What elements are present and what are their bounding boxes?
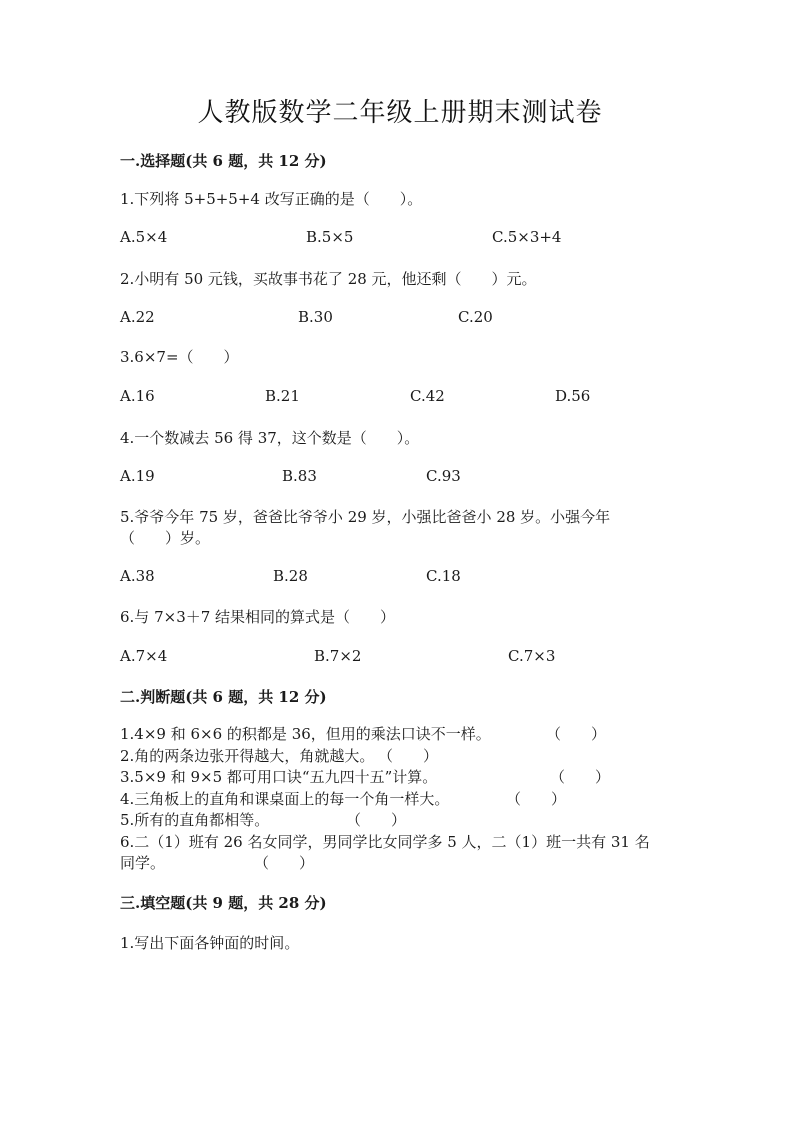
question-4: 4.一个数减去 56 得 37，这个数是（ ）。	[120, 429, 420, 447]
judge-item-4: 4.三角板上的直角和课桌面上的每一个角一样大。	[120, 790, 450, 808]
fill-question-1: 1.写出下面各钟面的时间。	[120, 934, 300, 952]
judge-item-6-blank: （ ）	[254, 854, 315, 872]
q5-option-a: A.38	[120, 567, 155, 585]
judge-item-2-blank: （ ）	[378, 747, 439, 765]
q6-option-c: C.7×3	[508, 647, 556, 665]
judge-item-4-blank: （ ）	[506, 790, 567, 808]
q5-option-b: B.28	[273, 567, 308, 585]
q3-option-a: A.16	[120, 387, 155, 405]
judge-item-3: 3.5×9 和 9×5 都可用口诀“五九四十五”计算。	[120, 768, 438, 786]
question-2: 2.小明有 50 元钱，买故事书花了 28 元，他还剩（ ）元。	[120, 270, 537, 288]
question-6: 6.与 7×3＋7 结果相同的算式是（ ）	[120, 608, 396, 626]
q1-option-c: C.5×3+4	[492, 228, 562, 246]
q2-option-b: B.30	[298, 308, 333, 326]
question-1: 1.下列将 5+5+5+4 改写正确的是（ ）。	[120, 190, 423, 208]
question-5-line1: 5.爷爷今年 75 岁，爸爸比爷爷小 29 岁，小强比爸爸小 28 岁。小强今年	[120, 508, 611, 526]
q3-option-c: C.42	[410, 387, 445, 405]
judge-item-6-line1: 6.二（1）班有 26 名女同学，男同学比女同学多 5 人，二（1）班一共有 31 名	[120, 833, 650, 851]
judge-item-6-line2: 同学。	[120, 854, 166, 872]
q4-option-b: B.83	[282, 467, 317, 485]
section-heading-judge: 二.判断题(共 6 题，共 12 分)	[120, 688, 327, 706]
q5-option-c: C.18	[426, 567, 461, 585]
page-title: 人教版数学二年级上册期末测试卷	[197, 98, 603, 128]
judge-item-5-blank: （ ）	[346, 811, 407, 829]
q1-option-a: A.5×4	[120, 228, 168, 246]
q6-option-a: A.7×4	[120, 647, 168, 665]
q4-option-a: A.19	[120, 467, 155, 485]
q1-option-b: B.5×5	[306, 228, 354, 246]
judge-item-1: 1.4×9 和 6×6 的积都是 36，但用的乘法口诀不一样。	[120, 725, 491, 743]
question-3: 3.6×7=（ ）	[120, 348, 239, 366]
q3-option-d: D.56	[555, 387, 591, 405]
q2-option-a: A.22	[120, 308, 155, 326]
section-heading-fill: 三.填空题(共 9 题，共 28 分)	[120, 894, 327, 912]
q6-option-b: B.7×2	[314, 647, 362, 665]
judge-item-3-blank: （ ）	[550, 768, 611, 786]
q3-option-b: B.21	[265, 387, 300, 405]
judge-item-5: 5.所有的直角都相等。	[120, 811, 270, 829]
question-5-line2: （ ）岁。	[120, 529, 211, 547]
judge-item-2: 2.角的两条边张开得越大，角就越大。	[120, 747, 375, 765]
q2-option-c: C.20	[458, 308, 493, 326]
section-heading-choice: 一.选择题(共 6 题，共 12 分)	[120, 152, 327, 170]
judge-item-1-blank: （ ）	[546, 725, 607, 743]
q4-option-c: C.93	[426, 467, 461, 485]
